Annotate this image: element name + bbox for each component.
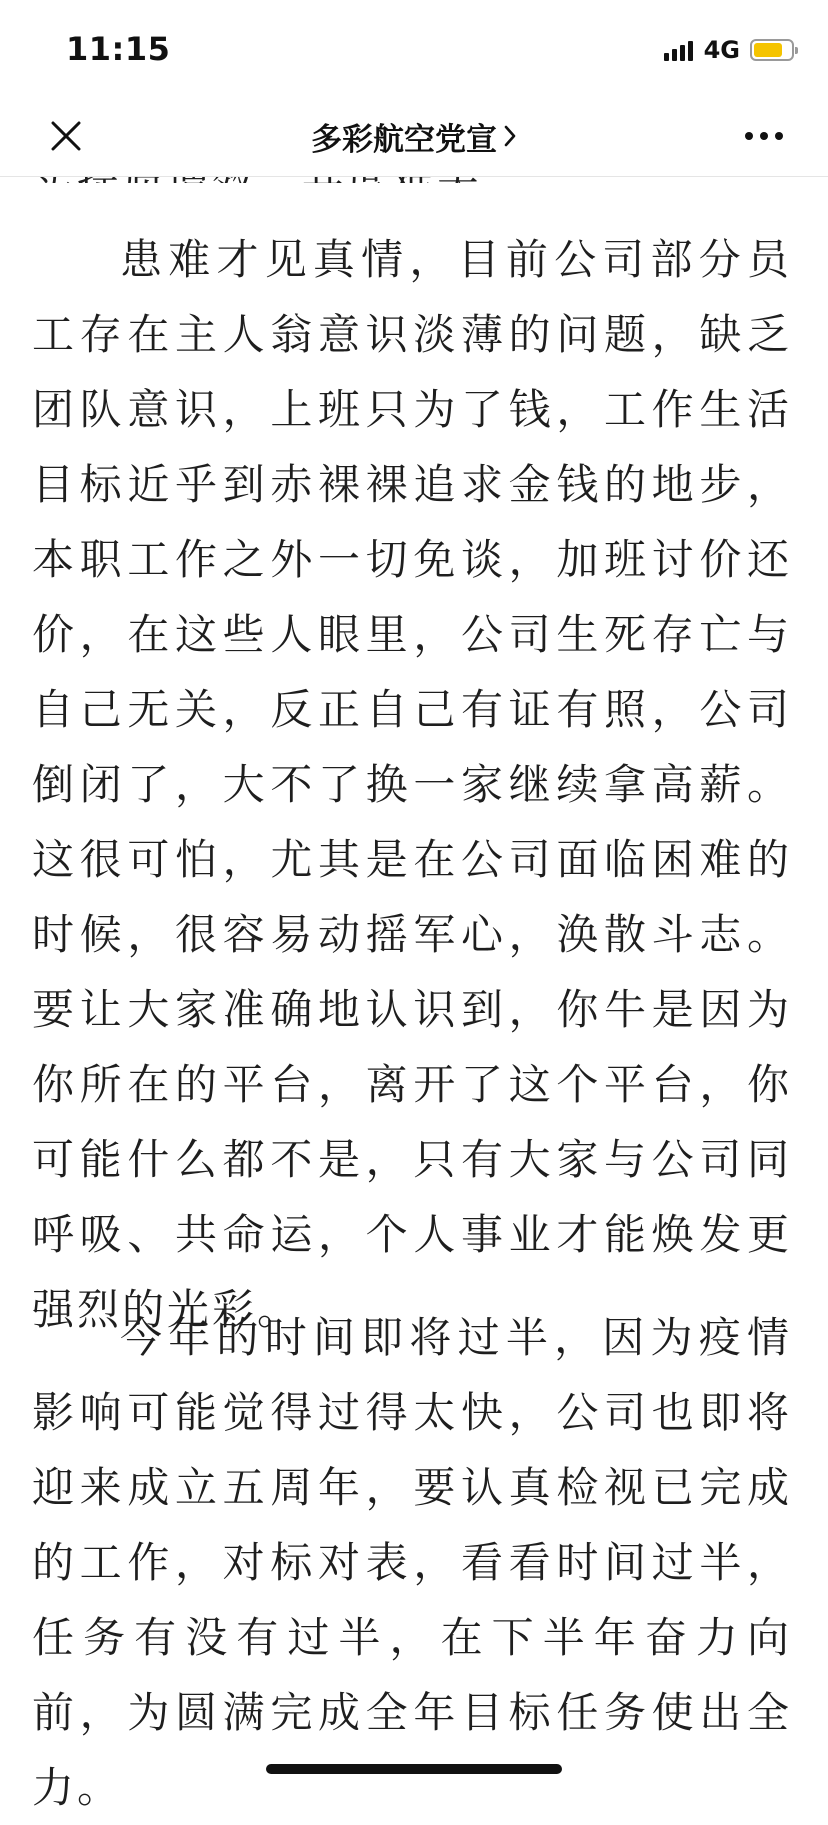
article-paragraph: 今年的时间即将过半，因为疫情影响可能觉得过得太快，公司也即将迎来成立五周年，要认真检视已完成的工作，对标对表，看看时间过半，任务有没有过半，在下半年奋力向前，为圆满完成全年目标任务使出全力。 — [32, 1313, 792, 1812]
close-icon — [49, 119, 83, 153]
status-time: 11:15 — [66, 30, 171, 68]
chevron-right-icon — [503, 124, 517, 148]
cellular-signal-icon — [664, 39, 696, 61]
close-button[interactable] — [40, 110, 92, 162]
account-title-link[interactable] — [150, 96, 678, 176]
battery-level — [754, 43, 782, 57]
navigation-bar — [0, 96, 828, 177]
status-bar — [0, 0, 828, 96]
status-indicators — [664, 36, 794, 64]
page-title: 多彩航空党宣 — [311, 121, 497, 158]
network-type: 4G — [703, 36, 740, 64]
more-button[interactable] — [734, 110, 794, 162]
battery-icon — [750, 39, 794, 61]
home-indicator[interactable] — [266, 1764, 562, 1774]
battery-cap — [795, 47, 798, 54]
article-paragraph: 患难才见真情，目前公司部分员工存在主人翁意识淡薄的问题，缺乏团队意识，上班只为了钱，工作生活目标近乎到赤裸裸追求金钱的地步，本职工作之外一切免谈，加班讨价还价，在这些人眼里，公司生死存亡与自己无关，反正自己有证有照，公司倒闭了，大不了换一家继续拿高薪。这很可怕，尤其是在公司面临困难的时候，很容易动摇军心，涣散斗志。要让大家准确地认识到，你牛是因为你所在的平台，离开了这个平台，你可能什么都不是，只有大家与公司同呼吸、共命运，个人事业才能焕发更强烈的光彩。 — [32, 235, 792, 1334]
more-horizontal-icon — [744, 131, 784, 141]
